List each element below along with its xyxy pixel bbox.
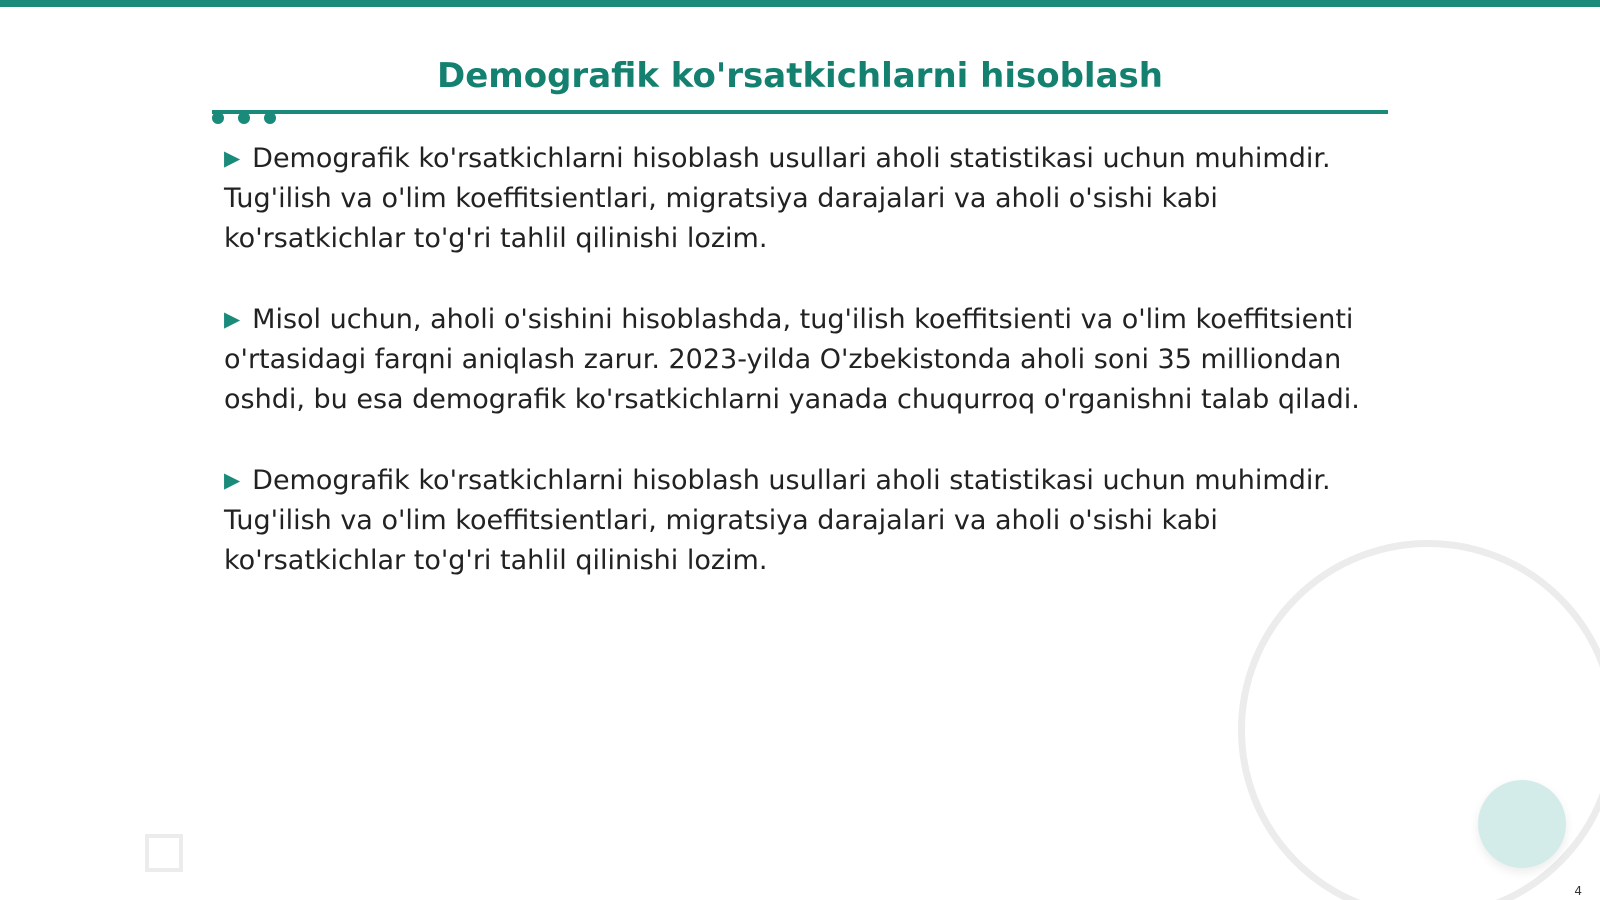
bullet-triangle-icon: ▶ [224, 468, 241, 492]
decor-square [145, 834, 183, 872]
bullet-triangle-icon: ▶ [224, 307, 241, 331]
bullet-paragraph-2 [224, 299, 1374, 420]
decor-disc [1478, 780, 1566, 868]
decor-dot [212, 112, 224, 124]
decor-dot [238, 112, 250, 124]
title-underline [212, 110, 1388, 114]
bullet-triangle-icon: ▶ [224, 146, 241, 170]
bullet-paragraph-3 [224, 460, 1374, 581]
bullet-paragraph-1 [224, 138, 1374, 259]
slide-content [224, 138, 1374, 621]
paragraph-text: Demografik ko'rsatkichlarni hisoblash usullari aholi statistikasi uchun muhimdir. Tug'ilish va o'lim koeffitsientlari, migratsiya darajalari va aholi o'sishi kabi ko'rsatkichlar to'g'ri tahlil qilinishi lozim. [224, 143, 1331, 254]
slide-title: Demografik ko'rsatkichlarni hisoblash [437, 56, 1163, 96]
top-accent-bar [0, 0, 1600, 7]
decor-dot [264, 112, 276, 124]
page-number: 4 [1574, 884, 1582, 898]
paragraph-text: Demografik ko'rsatkichlarni hisoblash usullari aholi statistikasi uchun muhimdir. Tug'ilish va o'lim koeffitsientlari, migratsiya darajalari va aholi o'sishi kabi ko'rsatkichlar to'g'ri tahlil qilinishi lozim. [224, 465, 1331, 576]
paragraph-text: Misol uchun, aholi o'sishini hisoblashda, tug'ilish koeffitsienti va o'lim koeffitsienti o'rtasidagi farqni aniqlash zarur. 2023-yilda O'zbekistonda aholi soni 35 milliondan oshdi, bu esa demografik ko'rsatkichlarni yanada chuqurroq o'rganishni talab qiladi. [224, 304, 1360, 415]
